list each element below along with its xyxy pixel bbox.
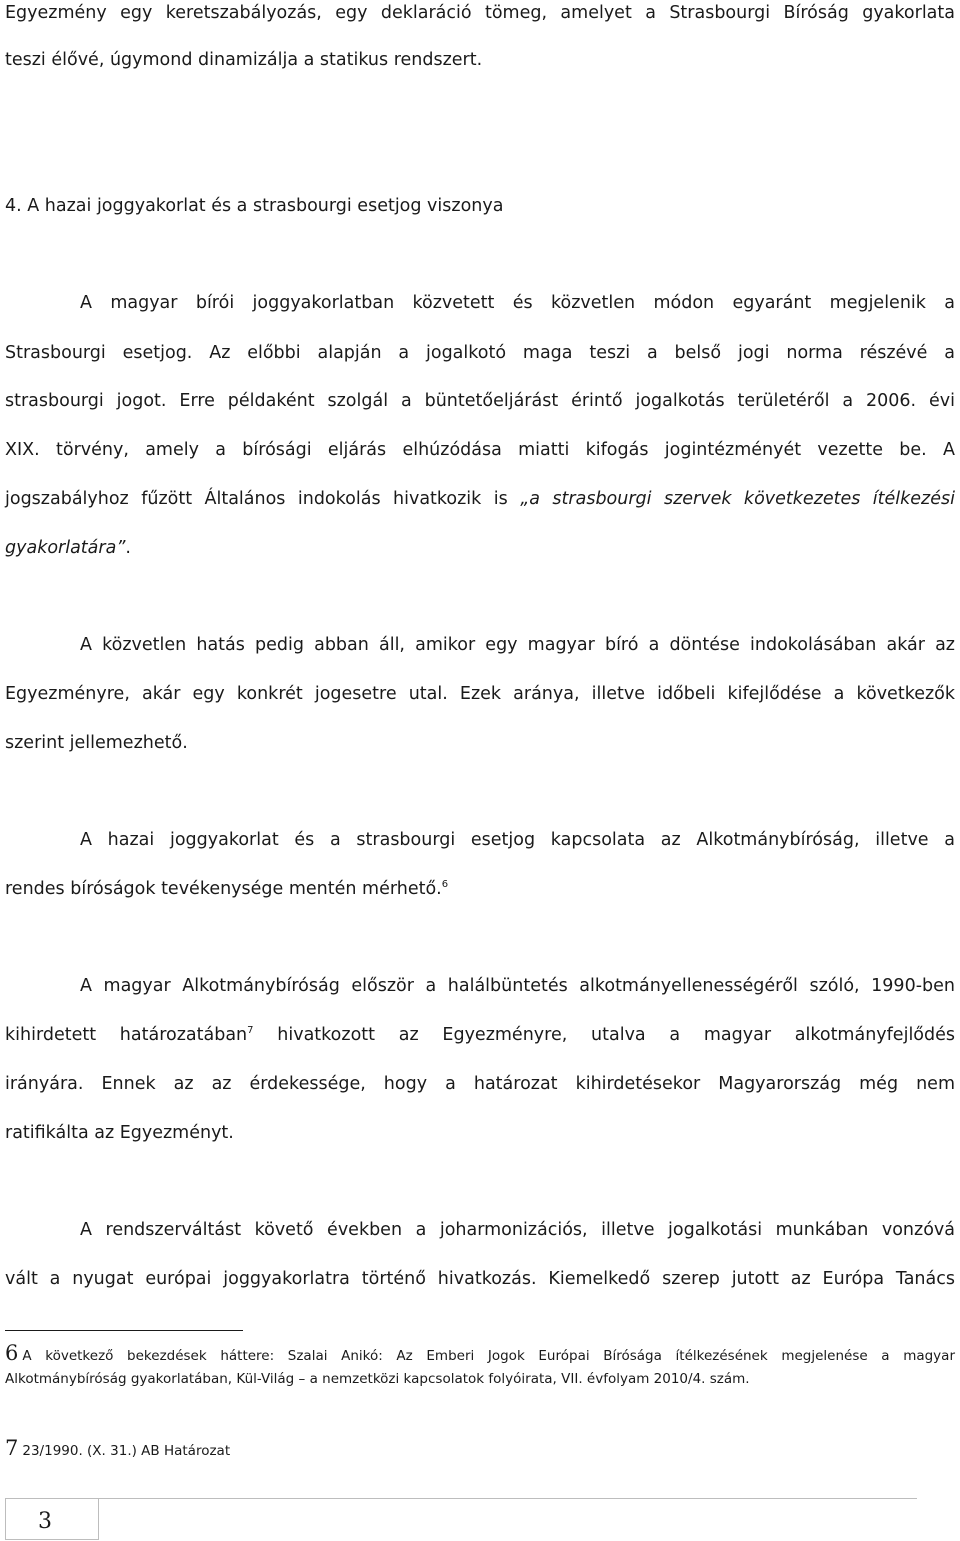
text-line: A hazai joggyakorlat és a strasbourgi esetjog kapcsolata az Alkotmánybíróság, illetve a <box>80 830 955 850</box>
text-span: hivatkozott az Egyezményre, utalva a magyar alkotmányfejlődés <box>253 1025 956 1045</box>
text-line: Egyezmény egy keretszabályozás, egy deklaráció tömeg, amelyet a Strasbourgi Bíróság gyakorlata <box>5 3 955 23</box>
page-number: 3 <box>38 1509 52 1534</box>
text-span: . <box>125 538 131 558</box>
text-line: A rendszerváltást követő években a joharmonizációs, illetve jogalkotási munkában vonzóvá <box>80 1220 955 1240</box>
text-line: strasbourgi jogot. Erre példaként szolgál a büntetőeljárást érintő jogalkotás területéről a 2006. évi <box>5 391 955 411</box>
footnote-text: A következő bekezdések háttere: Szalai Anikó: Az Emberi Jogok Európai Bírósága ítélkezésének megjelenése a magyar <box>22 1348 955 1364</box>
footnote-number: 7 <box>5 1436 19 1460</box>
footnote-line <box>5 1342 955 1367</box>
text-line: vált a nyugat európai joggyakorlatra történő hivatkozás. Kiemelkedő szerep jutott az Európa Tanács <box>5 1269 955 1289</box>
footer-rule <box>97 1498 917 1499</box>
text-line <box>5 876 955 902</box>
section-heading: 4. A hazai joggyakorlat és a strasbourgi esetjog viszonya <box>5 196 504 216</box>
text-line: ratifikálta az Egyezményt. <box>5 1123 234 1143</box>
text-line: Strasbourgi esetjog. Az előbbi alapján a jogalkotó maga teszi a belső jogi norma részévé a <box>5 343 955 363</box>
footnote-number: 6 <box>5 1341 19 1365</box>
quote-italic: „a strasbourgi szervek következetes ítélkezési <box>520 489 955 509</box>
text-line: A magyar bírói joggyakorlatban közvetett és közvetlen módon egyaránt megjelenik a <box>80 293 955 313</box>
text-line: irányára. Ennek az az érdekessége, hogy a határozat kihirdetésekor Magyarország még nem <box>5 1074 955 1094</box>
footnote-separator <box>5 1330 243 1331</box>
text-line <box>5 1022 955 1048</box>
footnote-ref[interactable]: 6 <box>441 879 449 891</box>
text-line: A közvetlen hatás pedig abban áll, amikor egy magyar bíró a döntése indokolásában akár az <box>80 635 955 655</box>
text-line: szerint jellemezhető. <box>5 733 188 753</box>
page-number-box <box>5 1498 99 1540</box>
footnote-line: Alkotmánybíróság gyakorlatában, Kül-Világ – a nemzetközi kapcsolatok folyóirata, VII. évfolyam 2010/4. szám. <box>5 1371 750 1387</box>
footnote-text: 23/1990. (X. 31.) AB Határozat <box>22 1443 231 1459</box>
text-line <box>5 486 955 512</box>
text-line: A magyar Alkotmánybíróság először a halálbüntetés alkotmányellenességéről szóló, 1990-ben <box>80 976 955 996</box>
text-span: rendes bíróságok tevékenysége mentén mérhető. <box>5 879 442 899</box>
text-line <box>5 535 955 561</box>
text-line: teszi élővé, úgymond dinamizálja a statikus rendszert. <box>5 50 483 70</box>
text-line: Egyezményre, akár egy konkrét jogesetre utal. Ezek aránya, illetve időbeli kifejlődése a következők <box>5 684 955 704</box>
text-line: XIX. törvény, amely a bírósági eljárás elhúzódása miatti kifogás jogintézményét vezette be. A <box>5 440 955 460</box>
footnote-line <box>5 1437 955 1462</box>
text-span: jogszabályhoz fűzött Általános indokolás hivatkozik is <box>5 489 521 509</box>
text-span: kihirdetett határozatában <box>5 1025 248 1045</box>
quote-italic: gyakorlatára” <box>5 538 126 558</box>
footnote-ref[interactable]: 7 <box>247 1025 254 1037</box>
